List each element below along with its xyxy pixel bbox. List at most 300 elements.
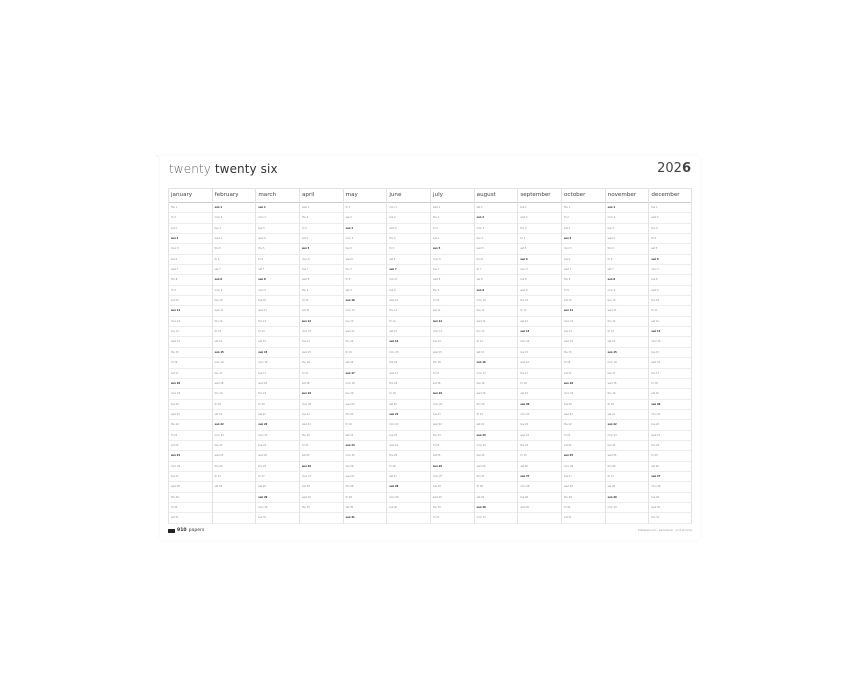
day-cell[interactable]: fri 10 [431, 296, 474, 306]
day-cell[interactable]: thu 24 [649, 441, 691, 451]
day-cell[interactable]: sat 9 [344, 286, 387, 296]
day-cell[interactable]: wed 16 [649, 358, 691, 368]
day-cell[interactable]: mon 9 [213, 286, 256, 296]
day-cell[interactable]: wed 3 [387, 224, 430, 234]
day-cell[interactable]: fri 17 [300, 369, 343, 379]
day-cell[interactable]: wed 26 [475, 462, 518, 472]
day-cell[interactable]: tue 15 [518, 348, 561, 358]
day-cell[interactable]: sat 21 [256, 410, 299, 420]
day-cell[interactable]: sun 17 [344, 369, 387, 379]
day-cell[interactable]: thu 19 [256, 389, 299, 399]
day-cell[interactable]: mon 12 [169, 317, 212, 327]
day-cell[interactable]: wed 9 [518, 286, 561, 296]
day-cell[interactable]: mon 19 [562, 389, 605, 399]
day-cell[interactable]: wed 9 [649, 286, 691, 296]
day-cell[interactable]: thu 10 [649, 296, 691, 306]
day-cell[interactable]: wed 16 [518, 358, 561, 368]
day-cell[interactable]: sat 21 [213, 410, 256, 420]
day-cell[interactable]: sun 28 [387, 482, 430, 492]
day-cell[interactable]: mon 19 [169, 389, 212, 399]
day-cell[interactable]: sat 4 [431, 234, 474, 244]
day-cell[interactable]: sat 14 [256, 337, 299, 347]
day-cell[interactable]: wed 6 [344, 255, 387, 265]
day-cell[interactable]: thu 12 [213, 317, 256, 327]
day-cell[interactable]: fri 9 [562, 286, 605, 296]
day-cell[interactable]: fri 27 [256, 472, 299, 482]
day-cell[interactable]: tue 10 [606, 296, 649, 306]
day-cell[interactable]: mon 15 [387, 348, 430, 358]
day-cell[interactable]: sat 24 [562, 441, 605, 451]
day-cell[interactable]: mon 2 [213, 213, 256, 223]
day-cell[interactable]: tue 11 [475, 306, 518, 316]
day-cell[interactable]: mon 17 [475, 369, 518, 379]
day-cell[interactable]: mon 27 [431, 472, 474, 482]
day-cell[interactable]: fri 4 [649, 234, 691, 244]
day-cell[interactable]: sun 18 [562, 379, 605, 389]
day-cell[interactable]: sun 31 [344, 513, 387, 523]
day-cell[interactable]: tue 31 [256, 513, 299, 523]
day-cell[interactable]: wed 4 [213, 234, 256, 244]
day-cell[interactable]: wed 15 [300, 348, 343, 358]
day-cell[interactable]: mon 4 [344, 234, 387, 244]
day-cell[interactable]: fri 17 [431, 369, 474, 379]
day-cell[interactable]: wed 27 [344, 472, 387, 482]
day-cell[interactable]: fri 2 [562, 213, 605, 223]
day-cell[interactable]: sat 1 [475, 203, 518, 213]
day-cell[interactable]: sun 22 [606, 420, 649, 430]
day-cell[interactable]: fri 20 [606, 400, 649, 410]
day-cell[interactable]: mon 23 [213, 431, 256, 441]
day-cell[interactable]: thu 21 [344, 410, 387, 420]
day-cell[interactable]: mon 7 [649, 265, 691, 275]
day-cell[interactable]: thu 12 [256, 317, 299, 327]
day-cell[interactable]: tue 10 [256, 296, 299, 306]
day-cell[interactable]: sun 27 [649, 472, 691, 482]
day-cell[interactable]: thu 2 [431, 213, 474, 223]
day-cell[interactable]: sun 13 [518, 327, 561, 337]
day-cell[interactable]: sat 28 [606, 482, 649, 492]
day-cell[interactable]: wed 1 [431, 203, 474, 213]
day-cell[interactable]: tue 4 [475, 234, 518, 244]
day-cell[interactable]: thu 5 [213, 244, 256, 254]
day-cell[interactable]: mon 21 [518, 410, 561, 420]
day-cell[interactable]: mon 28 [518, 482, 561, 492]
day-cell[interactable]: sun 8 [606, 275, 649, 285]
day-cell[interactable] [213, 513, 256, 523]
day-cell[interactable]: sat 23 [344, 431, 387, 441]
day-cell[interactable]: tue 6 [562, 255, 605, 265]
day-cell[interactable]: tue 22 [518, 420, 561, 430]
day-cell[interactable]: wed 21 [562, 410, 605, 420]
day-cell[interactable]: sun 8 [256, 275, 299, 285]
day-cell[interactable]: fri 18 [649, 379, 691, 389]
day-cell[interactable]: sun 24 [344, 441, 387, 451]
day-cell[interactable]: thu 20 [475, 400, 518, 410]
day-cell[interactable]: mon 28 [649, 482, 691, 492]
day-cell[interactable]: tue 22 [649, 420, 691, 430]
day-cell[interactable]: sat 12 [649, 317, 691, 327]
day-cell[interactable]: sun 22 [213, 420, 256, 430]
day-cell[interactable]: wed 13 [344, 327, 387, 337]
day-cell[interactable]: fri 18 [518, 379, 561, 389]
day-cell[interactable]: wed 22 [431, 420, 474, 430]
day-cell[interactable]: thu 10 [518, 296, 561, 306]
day-cell[interactable]: tue 7 [300, 265, 343, 275]
day-cell[interactable]: wed 18 [606, 379, 649, 389]
day-cell[interactable]: thu 31 [649, 513, 691, 523]
day-cell[interactable]: mon 23 [606, 431, 649, 441]
day-cell[interactable]: mon 11 [344, 306, 387, 316]
day-cell[interactable]: wed 22 [300, 420, 343, 430]
day-cell[interactable]: sat 18 [300, 379, 343, 389]
day-cell[interactable]: wed 28 [562, 482, 605, 492]
day-cell[interactable]: tue 28 [431, 482, 474, 492]
day-cell[interactable]: mon 6 [300, 255, 343, 265]
day-cell[interactable]: sat 14 [213, 337, 256, 347]
day-cell[interactable]: mon 22 [387, 420, 430, 430]
day-cell[interactable]: thu 26 [256, 462, 299, 472]
day-cell[interactable]: thu 9 [300, 286, 343, 296]
day-cell[interactable]: wed 25 [213, 451, 256, 461]
day-cell[interactable]: wed 2 [649, 213, 691, 223]
day-cell[interactable]: tue 3 [606, 224, 649, 234]
day-cell[interactable]: mon 23 [256, 431, 299, 441]
day-cell[interactable]: tue 13 [169, 327, 212, 337]
day-cell[interactable]: fri 7 [475, 265, 518, 275]
day-cell[interactable]: fri 20 [213, 400, 256, 410]
day-cell[interactable]: sat 21 [606, 410, 649, 420]
day-cell[interactable]: tue 3 [256, 224, 299, 234]
day-cell[interactable]: tue 29 [518, 493, 561, 503]
day-cell[interactable]: mon 5 [169, 244, 212, 254]
day-cell[interactable]: tue 10 [213, 296, 256, 306]
day-cell[interactable]: fri 20 [256, 400, 299, 410]
day-cell[interactable]: wed 30 [518, 503, 561, 513]
day-cell[interactable]: mon 14 [649, 337, 691, 347]
day-cell[interactable]: wed 23 [518, 431, 561, 441]
day-cell[interactable]: sat 17 [169, 369, 212, 379]
day-cell[interactable]: fri 28 [475, 482, 518, 492]
day-cell[interactable]: sat 7 [213, 265, 256, 275]
day-cell[interactable]: sun 15 [213, 348, 256, 358]
day-cell[interactable]: wed 5 [475, 244, 518, 254]
day-cell[interactable]: fri 16 [562, 358, 605, 368]
day-cell[interactable]: sat 10 [562, 296, 605, 306]
day-cell[interactable]: wed 14 [169, 337, 212, 347]
day-cell[interactable]: thu 30 [431, 503, 474, 513]
day-cell[interactable]: thu 15 [562, 348, 605, 358]
day-cell[interactable]: thu 24 [518, 441, 561, 451]
day-cell[interactable]: sun 15 [606, 348, 649, 358]
day-cell[interactable] [213, 503, 256, 513]
day-cell[interactable]: mon 30 [256, 503, 299, 513]
day-cell[interactable]: thu 29 [562, 493, 605, 503]
day-cell[interactable]: thu 6 [475, 255, 518, 265]
day-cell[interactable]: tue 14 [431, 337, 474, 347]
day-cell[interactable]: sun 5 [431, 244, 474, 254]
day-cell[interactable]: thu 13 [475, 327, 518, 337]
day-cell[interactable] [300, 513, 343, 523]
day-cell[interactable]: sun 13 [649, 327, 691, 337]
day-cell[interactable]: fri 11 [649, 306, 691, 316]
day-cell[interactable]: mon 12 [562, 317, 605, 327]
day-cell[interactable]: fri 30 [562, 503, 605, 513]
day-cell[interactable]: wed 8 [300, 275, 343, 285]
day-cell[interactable]: sun 21 [387, 410, 430, 420]
day-cell[interactable]: sun 25 [562, 451, 605, 461]
day-cell[interactable]: thu 26 [606, 462, 649, 472]
day-cell[interactable]: sun 12 [300, 317, 343, 327]
day-cell[interactable]: wed 21 [169, 410, 212, 420]
day-cell[interactable]: thu 9 [431, 286, 474, 296]
day-cell[interactable]: wed 15 [431, 348, 474, 358]
day-cell[interactable]: sat 3 [562, 224, 605, 234]
day-cell[interactable]: tue 29 [649, 493, 691, 503]
day-cell[interactable]: sun 19 [300, 389, 343, 399]
day-cell[interactable]: sun 18 [169, 379, 212, 389]
day-cell[interactable]: fri 6 [606, 255, 649, 265]
day-cell[interactable]: fri 6 [256, 255, 299, 265]
day-cell[interactable]: wed 30 [649, 503, 691, 513]
day-cell[interactable]: mon 3 [475, 224, 518, 234]
day-cell[interactable]: mon 20 [300, 400, 343, 410]
day-cell[interactable]: sat 18 [431, 379, 474, 389]
day-cell[interactable]: sat 28 [213, 482, 256, 492]
day-cell[interactable] [518, 513, 561, 523]
day-cell[interactable]: fri 25 [649, 451, 691, 461]
day-cell[interactable]: tue 3 [213, 224, 256, 234]
day-cell[interactable]: wed 12 [475, 317, 518, 327]
day-cell[interactable]: tue 24 [606, 441, 649, 451]
day-cell[interactable]: wed 29 [431, 493, 474, 503]
day-cell[interactable]: fri 19 [387, 389, 430, 399]
day-cell[interactable]: wed 18 [213, 379, 256, 389]
day-cell[interactable]: sat 27 [387, 472, 430, 482]
day-cell[interactable]: thu 19 [213, 389, 256, 399]
day-cell[interactable]: sun 26 [431, 462, 474, 472]
day-cell[interactable]: sun 10 [344, 296, 387, 306]
day-cell[interactable]: wed 20 [344, 400, 387, 410]
day-cell[interactable]: sat 28 [256, 482, 299, 492]
day-cell[interactable]: sun 15 [256, 348, 299, 358]
day-cell[interactable]: fri 21 [475, 410, 518, 420]
day-cell[interactable]: tue 17 [213, 369, 256, 379]
day-cell[interactable]: sun 30 [475, 503, 518, 513]
day-cell[interactable]: sat 19 [518, 389, 561, 399]
day-cell[interactable]: mon 21 [649, 410, 691, 420]
day-cell[interactable]: sun 11 [169, 306, 212, 316]
day-cell[interactable]: tue 5 [344, 244, 387, 254]
day-cell[interactable]: wed 28 [169, 482, 212, 492]
day-cell[interactable]: fri 23 [562, 431, 605, 441]
day-cell[interactable]: sat 26 [649, 462, 691, 472]
day-cell[interactable]: tue 2 [387, 213, 430, 223]
day-cell[interactable]: tue 1 [649, 203, 691, 213]
day-cell[interactable]: sun 4 [562, 234, 605, 244]
day-cell[interactable]: fri 13 [606, 327, 649, 337]
day-cell[interactable]: fri 27 [213, 472, 256, 482]
day-cell[interactable]: thu 8 [169, 275, 212, 285]
day-cell[interactable]: thu 23 [300, 431, 343, 441]
day-cell[interactable]: sun 20 [649, 400, 691, 410]
day-cell[interactable]: wed 25 [256, 451, 299, 461]
day-cell[interactable]: mon 27 [300, 472, 343, 482]
day-cell[interactable]: tue 24 [256, 441, 299, 451]
day-cell[interactable]: wed 14 [562, 337, 605, 347]
day-cell[interactable]: thu 3 [518, 224, 561, 234]
day-cell[interactable]: thu 18 [387, 379, 430, 389]
day-cell[interactable]: mon 16 [256, 358, 299, 368]
day-cell[interactable]: thu 1 [169, 203, 212, 213]
day-cell[interactable]: thu 22 [562, 420, 605, 430]
day-cell[interactable]: sun 4 [169, 234, 212, 244]
day-cell[interactable]: mon 14 [518, 337, 561, 347]
day-cell[interactable]: sun 27 [518, 472, 561, 482]
day-cell[interactable]: tue 1 [518, 203, 561, 213]
day-cell[interactable]: sat 17 [562, 369, 605, 379]
day-cell[interactable]: fri 24 [300, 441, 343, 451]
day-cell[interactable]: sun 20 [518, 400, 561, 410]
day-cell[interactable]: tue 21 [300, 410, 343, 420]
day-cell[interactable]: wed 23 [649, 431, 691, 441]
day-cell[interactable]: tue 23 [387, 431, 430, 441]
day-cell[interactable]: tue 13 [562, 327, 605, 337]
day-cell[interactable]: tue 26 [344, 462, 387, 472]
day-cell[interactable]: thu 2 [300, 213, 343, 223]
day-cell[interactable]: thu 30 [300, 503, 343, 513]
day-cell[interactable]: sat 6 [387, 255, 430, 265]
day-cell[interactable]: tue 15 [649, 348, 691, 358]
day-cell[interactable]: tue 17 [256, 369, 299, 379]
day-cell[interactable]: thu 19 [606, 389, 649, 399]
day-cell[interactable]: thu 14 [344, 337, 387, 347]
day-cell[interactable]: tue 6 [169, 255, 212, 265]
day-cell[interactable]: tue 27 [169, 472, 212, 482]
day-cell[interactable]: fri 13 [256, 327, 299, 337]
day-cell[interactable]: sun 12 [431, 317, 474, 327]
day-cell[interactable]: thu 22 [169, 420, 212, 430]
day-cell[interactable]: thu 4 [387, 234, 430, 244]
day-cell[interactable]: mon 16 [213, 358, 256, 368]
day-cell[interactable]: fri 29 [344, 493, 387, 503]
day-cell[interactable]: mon 24 [475, 441, 518, 451]
day-cell[interactable]: wed 29 [300, 493, 343, 503]
day-cell[interactable]: sat 12 [518, 317, 561, 327]
day-cell[interactable]: sun 25 [169, 451, 212, 461]
day-cell[interactable]: tue 28 [300, 482, 343, 492]
day-cell[interactable]: fri 5 [387, 244, 430, 254]
day-cell[interactable]: sun 1 [256, 203, 299, 213]
day-cell[interactable]: tue 12 [344, 317, 387, 327]
day-cell[interactable]: sat 3 [169, 224, 212, 234]
day-cell[interactable]: thu 12 [606, 317, 649, 327]
day-cell[interactable]: thu 26 [213, 462, 256, 472]
day-cell[interactable]: sat 16 [344, 358, 387, 368]
day-cell[interactable]: tue 7 [431, 265, 474, 275]
day-cell[interactable]: fri 30 [169, 503, 212, 513]
day-cell[interactable]: thu 16 [300, 358, 343, 368]
day-cell[interactable]: tue 14 [300, 337, 343, 347]
day-cell[interactable]: mon 26 [169, 462, 212, 472]
day-cell[interactable]: fri 2 [169, 213, 212, 223]
day-cell[interactable]: sat 15 [475, 348, 518, 358]
day-cell[interactable]: sun 26 [300, 462, 343, 472]
day-cell[interactable]: fri 23 [169, 431, 212, 441]
day-cell[interactable]: mon 31 [475, 513, 518, 523]
day-cell[interactable]: sat 5 [649, 244, 691, 254]
day-cell[interactable]: fri 14 [475, 337, 518, 347]
day-cell[interactable]: sat 26 [518, 462, 561, 472]
day-cell[interactable]: thu 17 [649, 369, 691, 379]
day-cell[interactable]: sat 7 [256, 265, 299, 275]
day-cell[interactable]: sun 7 [387, 265, 430, 275]
day-cell[interactable]: tue 25 [475, 451, 518, 461]
day-cell[interactable]: mon 13 [300, 327, 343, 337]
day-cell[interactable]: mon 26 [562, 462, 605, 472]
day-cell[interactable]: sun 2 [475, 213, 518, 223]
day-cell[interactable]: tue 30 [387, 503, 430, 513]
day-cell[interactable]: mon 6 [431, 255, 474, 265]
day-cell[interactable]: wed 7 [562, 265, 605, 275]
day-cell[interactable] [606, 513, 649, 523]
day-cell[interactable]: sun 29 [606, 493, 649, 503]
day-cell[interactable]: sat 11 [431, 306, 474, 316]
day-cell[interactable]: mon 2 [606, 213, 649, 223]
day-cell[interactable]: sun 19 [431, 389, 474, 399]
day-cell[interactable]: tue 17 [606, 369, 649, 379]
day-cell[interactable]: thu 15 [169, 348, 212, 358]
day-cell[interactable]: fri 22 [344, 420, 387, 430]
day-cell[interactable]: tue 8 [649, 275, 691, 285]
day-cell[interactable]: thu 27 [475, 472, 518, 482]
day-cell[interactable]: mon 9 [256, 286, 299, 296]
day-cell[interactable]: mon 30 [606, 503, 649, 513]
day-cell[interactable]: sun 1 [606, 203, 649, 213]
day-cell[interactable]: sat 31 [169, 513, 212, 523]
day-cell[interactable]: wed 2 [518, 213, 561, 223]
day-cell[interactable]: wed 25 [606, 451, 649, 461]
day-cell[interactable]: wed 11 [606, 306, 649, 316]
day-cell[interactable]: mon 5 [562, 244, 605, 254]
day-cell[interactable]: sat 14 [606, 337, 649, 347]
day-cell[interactable]: fri 26 [387, 462, 430, 472]
day-cell[interactable]: mon 1 [387, 203, 430, 213]
day-cell[interactable]: mon 8 [387, 275, 430, 285]
day-cell[interactable]: sat 31 [562, 513, 605, 523]
day-cell[interactable]: fri 24 [431, 441, 474, 451]
day-cell[interactable]: wed 18 [256, 379, 299, 389]
day-cell[interactable]: fri 10 [300, 296, 343, 306]
day-cell[interactable]: tue 18 [475, 379, 518, 389]
day-cell[interactable]: wed 1 [300, 203, 343, 213]
day-cell[interactable]: sat 4 [300, 234, 343, 244]
day-cell[interactable]: thu 7 [344, 265, 387, 275]
day-cell[interactable]: mon 2 [256, 213, 299, 223]
day-cell[interactable]: tue 16 [387, 358, 430, 368]
day-cell[interactable]: fri 9 [169, 286, 212, 296]
day-cell[interactable]: sat 25 [300, 451, 343, 461]
day-cell[interactable]: thu 16 [431, 358, 474, 368]
day-cell[interactable]: thu 29 [169, 493, 212, 503]
day-cell[interactable]: tue 27 [562, 472, 605, 482]
day-cell[interactable]: thu 11 [387, 306, 430, 316]
day-cell[interactable]: thu 5 [606, 244, 649, 254]
day-cell[interactable]: tue 20 [562, 400, 605, 410]
day-cell[interactable]: wed 8 [431, 275, 474, 285]
day-cell[interactable]: wed 11 [256, 306, 299, 316]
day-cell[interactable]: sat 19 [649, 389, 691, 399]
day-cell[interactable]: fri 13 [213, 327, 256, 337]
